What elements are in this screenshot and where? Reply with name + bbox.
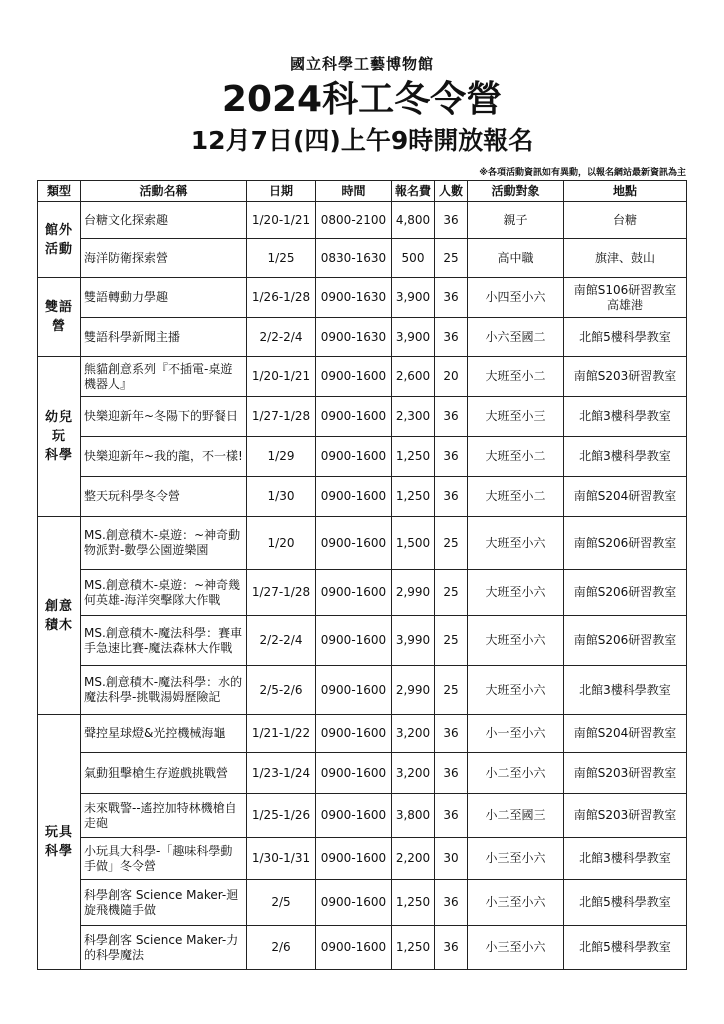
activity-date: 1/30 <box>247 477 316 517</box>
activity-name: 聲控星球燈&光控機械海龜 <box>81 715 247 753</box>
activity-fee: 2,300 <box>392 397 435 437</box>
activity-date: 2/2-2/4 <box>247 616 316 666</box>
activity-capacity: 25 <box>435 666 468 715</box>
activity-name: 氣動狙擊槍生存遊戲挑戰營 <box>81 753 247 794</box>
activity-audience: 小一至小六 <box>468 715 564 753</box>
activity-date: 1/25-1/26 <box>247 794 316 838</box>
activity-name: MS.創意積木-魔法科學：水的魔法科學-挑戰湯姆歷險記 <box>81 666 247 715</box>
activity-fee: 500 <box>392 239 435 278</box>
column-header: 人數 <box>435 181 468 202</box>
activity-audience: 小六至國二 <box>468 318 564 357</box>
activity-fee: 3,200 <box>392 715 435 753</box>
activity-audience: 小三至小六 <box>468 880 564 926</box>
activity-date: 1/27-1/28 <box>247 570 316 616</box>
activity-location: 南館S206研習教室 <box>564 616 687 666</box>
activity-fee: 2,600 <box>392 357 435 397</box>
activity-name: 雙語轉動力學趣 <box>81 278 247 318</box>
table-row <box>38 838 687 880</box>
table-row <box>38 753 687 794</box>
activity-audience: 大班至小二 <box>468 357 564 397</box>
category-cell: 玩具 科學 <box>38 715 81 970</box>
activity-capacity: 25 <box>435 616 468 666</box>
activity-name: MS.創意積木-桌遊：~神奇動物派對-數學公園遊樂園 <box>81 517 247 570</box>
activity-location: 北館3樓科學教室 <box>564 437 687 477</box>
activity-audience: 小三至小六 <box>468 926 564 970</box>
table-row <box>38 794 687 838</box>
table-body <box>38 202 687 970</box>
activity-name: 海洋防衛探索營 <box>81 239 247 278</box>
activity-time: 0830-1630 <box>316 239 392 278</box>
camp-schedule-table <box>37 180 687 970</box>
activity-location: 北館3樓科學教室 <box>564 838 687 880</box>
column-header: 日期 <box>247 181 316 202</box>
activity-fee: 1,250 <box>392 437 435 477</box>
activity-location: 南館S203研習教室 <box>564 357 687 397</box>
activity-time: 0900-1600 <box>316 926 392 970</box>
activity-location: 北館5樓科學教室 <box>564 926 687 970</box>
activity-fee: 1,250 <box>392 477 435 517</box>
table-row <box>38 278 687 318</box>
table-row <box>38 357 687 397</box>
activity-name: MS.創意積木-魔法科學：賽車手急速比賽-魔法森林大作戰 <box>81 616 247 666</box>
activity-name: 雙語科學新聞主播 <box>81 318 247 357</box>
activity-capacity: 36 <box>435 715 468 753</box>
activity-location: 北館5樓科學教室 <box>564 880 687 926</box>
column-header: 時間 <box>316 181 392 202</box>
activity-date: 1/20-1/21 <box>247 202 316 239</box>
activity-time: 0900-1600 <box>316 357 392 397</box>
activity-capacity: 36 <box>435 926 468 970</box>
activity-fee: 1,250 <box>392 880 435 926</box>
activity-date: 1/29 <box>247 437 316 477</box>
activity-time: 0900-1600 <box>316 570 392 616</box>
activity-audience: 大班至小六 <box>468 666 564 715</box>
column-header: 活動對象 <box>468 181 564 202</box>
activity-audience: 小二至小六 <box>468 753 564 794</box>
activity-fee: 1,250 <box>392 926 435 970</box>
activity-time: 0900-1600 <box>316 838 392 880</box>
activity-capacity: 36 <box>435 437 468 477</box>
activity-capacity: 36 <box>435 477 468 517</box>
activity-time: 0900-1600 <box>316 437 392 477</box>
activity-location: 南館S203研習教室 <box>564 753 687 794</box>
activity-time: 0900-1600 <box>316 880 392 926</box>
category-cell: 創意 積木 <box>38 517 81 715</box>
activity-time: 0900-1600 <box>316 477 392 517</box>
column-header: 地點 <box>564 181 687 202</box>
registration-notice: 12月7日(四)上午9時開放報名 <box>190 126 534 155</box>
activity-time: 0900-1600 <box>316 616 392 666</box>
activity-time: 0900-1600 <box>316 397 392 437</box>
activity-time: 0800-2100 <box>316 202 392 239</box>
activity-audience: 高中職 <box>468 239 564 278</box>
activity-name: 科學創客 Science Maker-迴旋飛機隨手做 <box>81 880 247 926</box>
activity-time: 0900-1600 <box>316 753 392 794</box>
column-header: 活動名稱 <box>81 181 247 202</box>
activity-name: 整天玩科學冬令營 <box>81 477 247 517</box>
activity-capacity: 36 <box>435 794 468 838</box>
activity-audience: 大班至小二 <box>468 437 564 477</box>
table-row <box>38 666 687 715</box>
activity-date: 1/23-1/24 <box>247 753 316 794</box>
column-header: 類型 <box>38 181 81 202</box>
table-row <box>38 880 687 926</box>
activity-capacity: 36 <box>435 397 468 437</box>
activity-capacity: 25 <box>435 570 468 616</box>
activity-location: 北館5樓科學教室 <box>564 318 687 357</box>
category-cell: 館外 活動 <box>38 202 81 278</box>
activity-location: 南館S204研習教室 <box>564 715 687 753</box>
table-row <box>38 239 687 278</box>
activity-name: 熊貓創意系列『不插電-桌遊機器人』 <box>81 357 247 397</box>
activity-fee: 4,800 <box>392 202 435 239</box>
activity-capacity: 36 <box>435 202 468 239</box>
activity-time: 0900-1600 <box>316 666 392 715</box>
activity-fee: 3,900 <box>392 278 435 318</box>
activity-time: 0900-1600 <box>316 794 392 838</box>
category-cell: 雙語 營 <box>38 278 81 357</box>
activity-date: 1/20 <box>247 517 316 570</box>
table-row <box>38 926 687 970</box>
activity-audience: 大班至小六 <box>468 517 564 570</box>
activity-fee: 3,800 <box>392 794 435 838</box>
activity-capacity: 30 <box>435 838 468 880</box>
activity-date: 1/27-1/28 <box>247 397 316 437</box>
organization-name: 國立科學工藝博物館 <box>289 55 434 73</box>
activity-time: 0900-1600 <box>316 715 392 753</box>
table-row <box>38 477 687 517</box>
activity-location: 南館S204研習教室 <box>564 477 687 517</box>
activity-name: 快樂迎新年~我的龍，不一樣! <box>81 437 247 477</box>
activity-audience: 大班至小二 <box>468 477 564 517</box>
column-header: 報名費 <box>392 181 435 202</box>
activity-audience: 小四至小六 <box>468 278 564 318</box>
table-row <box>38 715 687 753</box>
activity-capacity: 25 <box>435 239 468 278</box>
activity-date: 2/5 <box>247 880 316 926</box>
table-row <box>38 616 687 666</box>
activity-date: 1/21-1/22 <box>247 715 316 753</box>
activity-audience: 親子 <box>468 202 564 239</box>
activity-audience: 大班至小三 <box>468 397 564 437</box>
activity-capacity: 25 <box>435 517 468 570</box>
activity-location: 南館S106研習教室 高雄港 <box>564 278 687 318</box>
activity-name: 科學創客 Science Maker-力的科學魔法 <box>81 926 247 970</box>
activity-capacity: 20 <box>435 357 468 397</box>
activity-fee: 2,990 <box>392 570 435 616</box>
activity-fee: 1,500 <box>392 517 435 570</box>
activity-name: 未來戰警--遙控加特林機槍自走砲 <box>81 794 247 838</box>
activity-date: 2/6 <box>247 926 316 970</box>
activity-capacity: 36 <box>435 278 468 318</box>
activity-date: 2/2-2/4 <box>247 318 316 357</box>
table-row <box>38 517 687 570</box>
activity-fee: 2,200 <box>392 838 435 880</box>
activity-location: 北館3樓科學教室 <box>564 666 687 715</box>
activity-capacity: 36 <box>435 880 468 926</box>
activity-name: 小玩具大科學-「趣味科學動手做」冬令營 <box>81 838 247 880</box>
table-header-row <box>38 181 687 202</box>
activity-time: 0900-1600 <box>316 517 392 570</box>
table-row <box>38 397 687 437</box>
disclaimer-note: ※各項活動資訊如有異動，以報名網站最新資訊為主 <box>479 168 686 178</box>
activity-audience: 大班至小六 <box>468 616 564 666</box>
activity-date: 2/5-2/6 <box>247 666 316 715</box>
page-title: 2024科工冬令營 <box>221 79 503 120</box>
activity-audience: 小三至小六 <box>468 838 564 880</box>
activity-fee: 2,990 <box>392 666 435 715</box>
activity-location: 旗津、鼓山 <box>564 239 687 278</box>
activity-location: 台糖 <box>564 202 687 239</box>
activity-capacity: 36 <box>435 318 468 357</box>
table-row <box>38 437 687 477</box>
activity-date: 1/20-1/21 <box>247 357 316 397</box>
activity-fee: 3,200 <box>392 753 435 794</box>
activity-capacity: 36 <box>435 753 468 794</box>
activity-fee: 3,990 <box>392 616 435 666</box>
activity-date: 1/26-1/28 <box>247 278 316 318</box>
table-row <box>38 570 687 616</box>
activity-location: 南館S206研習教室 <box>564 570 687 616</box>
activity-date: 1/25 <box>247 239 316 278</box>
activity-time: 0900-1630 <box>316 278 392 318</box>
activity-time: 0900-1630 <box>316 318 392 357</box>
activity-date: 1/30-1/31 <box>247 838 316 880</box>
activity-location: 南館S206研習教室 <box>564 517 687 570</box>
activity-location: 北館3樓科學教室 <box>564 397 687 437</box>
table-row <box>38 318 687 357</box>
activity-audience: 小二至國三 <box>468 794 564 838</box>
table-row <box>38 202 687 239</box>
activity-name: 快樂迎新年~冬陽下的野餐日 <box>81 397 247 437</box>
activity-name: 台糖文化探索趣 <box>81 202 247 239</box>
activity-location: 南館S203研習教室 <box>564 794 687 838</box>
activity-name: MS.創意積木-桌遊：~神奇幾何英雄-海洋突擊隊大作戰 <box>81 570 247 616</box>
category-cell: 幼兒 玩 科學 <box>38 357 81 517</box>
activity-audience: 大班至小六 <box>468 570 564 616</box>
activity-fee: 3,900 <box>392 318 435 357</box>
